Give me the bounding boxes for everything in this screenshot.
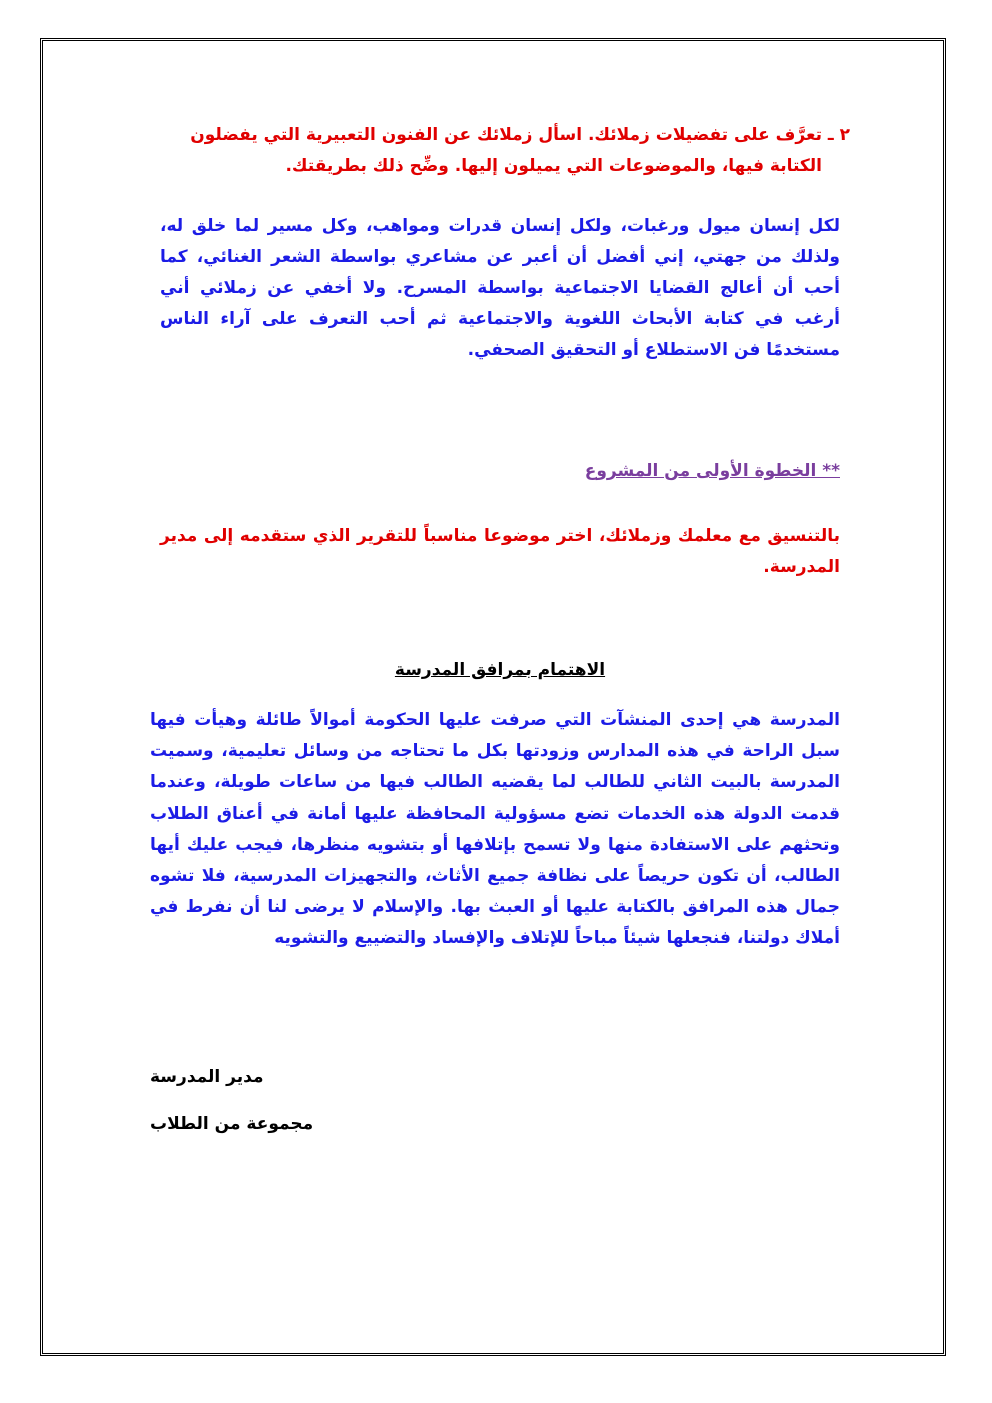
- answer-paragraph: لكل إنسان ميول ورغبات، ولكل إنسان قدرات ومواهب، وكل مسير لما خلق له، ولذلك من جهتي، إني أفضل أن أعبر عن مشاعري بواسطة الشعر الغنائي، كما أحب أن أعالج القضايا الاجتماعية بواسطة المسرح. ولا أخفي عن زملائي أني أرغب في كتابة الأبحاث اللغوية والاجتماعية ثم أحب التعرف على آراء الناس مستخدمًا فن الاستطلاع أو التحقيق الصحفي.: [160, 216, 840, 360]
- report-title: الاهتمام بمرافق المدرسة: [394, 660, 606, 680]
- task-line-2: الكتابة فيها، والموضوعات التي يميلون إليها. وضِّح ذلك بطريقتك.: [285, 156, 822, 176]
- signature-block: [150, 1062, 450, 1156]
- task-line-1: ٢ ـ تعرَّف على تفضيلات زملائك. اسأل زملائك عن الفنون التعبيرية التي يفضلون: [190, 125, 850, 145]
- report-paragraph: المدرسة هي إحدى المنشآت التي صرفت عليها الحكومة أموالاً طائلة وهيأت فيها سبل الراحة في هذه المدارس وزودتها بكل ما تحتاجه من وسائل تعليمية، وسميت المدرسة بالبيت الثاني للطالب لما يقضيه الطالب فيها من ساعات طويلة، وعندما قدمت الدولة هذه الخدمات تضع مسؤولية المحافظة عليها أمانة في أعناق الطلاب وتحثهم على الاستفادة منها ولا تسمح بإتلافها أو بتشويه منظرها، فيجب عليك أيها الطالب، أن تكون حريصاً على نظافة جميع الأثاث، والتجهيزات المدرسية، فلا تشوه جمال هذه المرافق بالكتابة عليها أو العبث بها. والإسلام لا يرضى لنا أن نفرط في أملاك دولتنا، فنجعلها شيئاً مباحاً للإتلاف والإفساد والتضييع والتشويه: [150, 710, 840, 949]
- task-instruction: [150, 120, 850, 182]
- signature-recipient: مدير المدرسة: [150, 1067, 264, 1087]
- step-instruction: بالتنسيق مع معلمك وزملائك، اختر موضوعا مناسباً للتقرير الذي ستقدمه إلى مدير المدرسة.: [160, 526, 840, 577]
- step-heading: ** الخطوة الأولى من المشروع: [584, 461, 840, 481]
- signature-sender: مجموعة من الطلاب: [150, 1114, 314, 1134]
